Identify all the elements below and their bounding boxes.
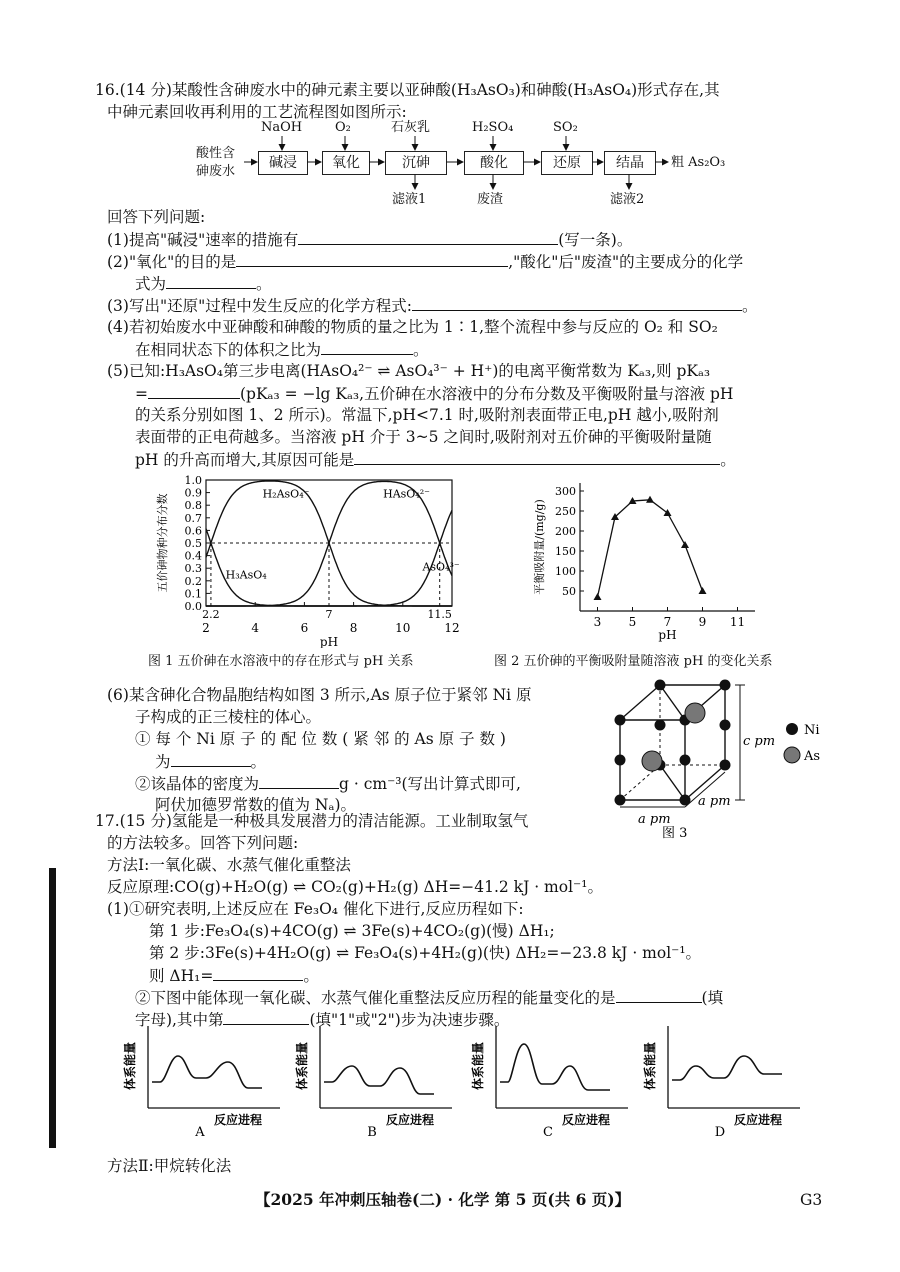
flow-source-line2: 砷废水 [196, 164, 236, 179]
figure1-distribution-chart [150, 468, 470, 648]
energy-curve [324, 1066, 434, 1094]
y-axis-label: 平衡吸附量/(mg/g) [533, 499, 546, 595]
y-tick-label: 100 [555, 565, 576, 578]
adsorption-curve [598, 500, 703, 597]
y-tick-label: 0.6 [184, 524, 202, 538]
answer-blank[interactable] [259, 773, 339, 789]
energy-y-label: 体系能量 [123, 1041, 137, 1091]
q16-part2-cont: 式为 。 [135, 275, 272, 293]
figure1-caption: 图 1 五价砷在水溶液中的存在形式与 pH 关系 [148, 654, 414, 669]
footer-page-info: 【2025 年冲刺压轴卷(二) · 化学 第 5 页(共 6 页)】 [255, 1190, 631, 1209]
y-tick-label: 0.8 [184, 499, 202, 513]
energy-y-label: 体系能量 [471, 1041, 485, 1091]
legend-as-label: As [804, 749, 821, 764]
fig3-c-label: c pm [743, 734, 776, 749]
y-tick-label: 0.4 [184, 549, 202, 563]
x-tick-label: 9 [698, 615, 707, 629]
as-atoms [642, 703, 705, 771]
energy-x-label: 反应进程 [561, 1113, 611, 1127]
q16-part2: (2)"氧化"的目的是 ,"酸化"后"废渣"的主要成分的化学 [107, 253, 744, 271]
figure2-caption: 图 2 五价砷的平衡吸附量随溶液 pH 的变化关系 [494, 654, 773, 669]
energy-curve [152, 1056, 262, 1088]
answer-blank[interactable] [213, 965, 303, 981]
output-filtrate2: 滤液2 [610, 192, 645, 207]
legend-as-dot [784, 747, 800, 763]
y-tick-label: 1.0 [184, 474, 202, 487]
q16-part6-line1: (6)某含砷化合物晶胞结构如图 3 所示,As 原子位于紧邻 Ni 原 [107, 686, 532, 704]
fig3-a-label: a pm [638, 812, 671, 827]
q17-part1-line2: ②下图中能体现一氧化碳、水蒸气催化重整法反应历程的能量变化的是 (填 [135, 989, 724, 1007]
energy-x-label: 反应进程 [733, 1113, 783, 1127]
q16-part6-line3: ① 每 个 Ni 原 子 的 配 位 数 ( 紧 邻 的 As 原 子 数 ) [135, 730, 506, 748]
energy-y-label: 体系能量 [295, 1041, 309, 1091]
data-point [594, 593, 602, 600]
legend-ni-dot [786, 723, 798, 735]
y-tick-label: 0.9 [184, 486, 202, 500]
figure2-adsorption-chart [525, 475, 765, 650]
flow-step-crystallize: 结晶 [604, 151, 656, 175]
pka-label: 7 [325, 608, 333, 621]
x-tick-label: 8 [349, 621, 358, 635]
figure3-crystal-cell [600, 675, 830, 840]
fig3-caption: 图 3 [662, 826, 688, 840]
pka-label: 11.5 [427, 608, 452, 621]
q16-part5-line2: = (pKₐ₃ = −lg Kₐ₃,五价砷在水溶液中的分布分数及平衡吸附量与溶液 pH [135, 385, 734, 403]
q16-part6-line2: 子构成的正三棱柱的体心。 [135, 708, 322, 726]
q17-principle: 反应原理:CO(g)+H₂O(g) ⇌ CO₂(g)+H₂(g) ΔH=−41.2 kJ · mol⁻¹。 [107, 878, 603, 896]
option-letter: D [714, 1125, 726, 1137]
x-tick-label: 12 [444, 621, 460, 635]
y-axis-label: 五价砷物种分布分数 [156, 493, 169, 593]
series-label: H₃AsO₄ [225, 568, 267, 582]
q17-dh1-line: 则 ΔH₁= 。 [149, 967, 319, 985]
q16-part1: (1)提高"碱浸"速率的措施有 (写一条)。 [107, 231, 633, 249]
x-tick-label: 10 [395, 621, 411, 635]
flow-product: 粗 As₂O₃ [671, 155, 726, 170]
q16-part4-cont: 在相同状态下的体积之比为 。 [135, 341, 429, 359]
series-label: H₂AsO₄⁻ [262, 487, 310, 501]
y-tick-label: 300 [555, 485, 576, 498]
flow-step-alkali-leach: 碱浸 [258, 151, 308, 175]
x-tick-label: 3 [593, 615, 602, 629]
series-label: HAsO₄²⁻ [383, 487, 430, 501]
energy-y-label: 体系能量 [643, 1041, 657, 1091]
energy-x-label: 反应进程 [385, 1113, 435, 1127]
x-tick-label: 7 [663, 615, 672, 629]
y-tick-label: 0.2 [184, 574, 202, 588]
data-point [664, 509, 672, 516]
energy-diagram-option [292, 1022, 462, 1137]
y-tick-label: 150 [555, 545, 576, 558]
flow-arrows [0, 0, 900, 230]
margin-bar [49, 868, 56, 1148]
y-tick-label: 0.0 [184, 600, 202, 613]
reagent-lime-milk: 石灰乳 [391, 120, 431, 135]
q17-method2: 方法Ⅱ:甲烷转化法 [107, 1157, 232, 1175]
reagent-naoh: NaOH [261, 120, 303, 135]
q17-step1: 第 1 步:Fe₃O₄(s)+4CO(g) ⇌ 3Fe(s)+4CO₂(g)(慢) ΔH₁; [149, 922, 555, 940]
q16-part5-line1: (5)已知:H₃AsO₄第三步电离(HAsO₄²⁻ ⇌ AsO₄³⁻ + H⁺)的电离平衡常数为 Kₐ₃,则 pKₐ₃ [107, 362, 711, 380]
y-tick-label: 250 [555, 505, 576, 518]
x-tick-label: 2 [202, 621, 210, 635]
q17-intro-line2: 的方法较多。回答下列问题: [107, 834, 299, 852]
q17-part1-line3: 字母),其中第 (填"1"或"2")步为决速步骤。 [135, 1011, 510, 1029]
y-tick-label: 0.3 [184, 562, 202, 576]
answer-blank[interactable] [171, 751, 251, 767]
flow-step-acidify: 酸化 [464, 151, 524, 175]
x-tick-label: 11 [729, 615, 746, 629]
q16-part5-line4: 表面带的正电荷越多。当溶液 pH 介于 3~5 之间时,吸附剂对五价砷的平衡吸附量随 [135, 428, 712, 446]
legend-ni-label: Ni [804, 723, 820, 738]
answer-blank[interactable] [148, 383, 240, 399]
answer-blank[interactable] [321, 339, 413, 355]
data-point [681, 541, 689, 548]
reagent-so2: SO₂ [553, 120, 578, 135]
q16-part6-line5: ②该晶体的密度为 g · cm⁻³(写出计算式即可, [135, 775, 521, 793]
flow-step-precipitate: 沉砷 [385, 151, 447, 175]
energy-diagram-option [468, 1022, 638, 1137]
x-tick-label: 6 [300, 621, 309, 635]
output-filtrate1: 滤液1 [392, 192, 427, 207]
y-tick-label: 0.1 [184, 587, 202, 601]
flow-step-oxidation: 氧化 [322, 151, 370, 175]
q16-intro-line2: 中砷元素回收再利用的工艺流程图如图所示: [107, 103, 407, 121]
x-axis-label: pH [319, 635, 339, 648]
energy-x-label: 反应进程 [213, 1113, 263, 1127]
q16-part4: (4)若初始废水中亚砷酸和砷酸的物质的量之比为 1∶1,整个流程中参与反应的 O₂ 和 SO₂ [107, 318, 718, 336]
answer-prompt: 回答下列问题: [107, 208, 206, 226]
x-tick-label: 4 [251, 621, 260, 635]
flow-source-line1: 酸性含 [196, 146, 236, 161]
fig3-a-label: a pm [698, 794, 731, 809]
answer-blank[interactable] [236, 251, 508, 267]
data-point [699, 587, 707, 594]
q17-intro-line1: 17.(15 分)氢能是一种极具发展潜力的清洁能源。工业制取氢气 [95, 812, 529, 830]
q16-part3: (3)写出"还原"过程中发生反应的化学方程式: 。 [107, 297, 758, 315]
option-letter: A [195, 1125, 205, 1137]
q16-part5-line3: 的关系分别如图 1、2 所示)。常温下,pH<7.1 时,吸附剂表面带正电,pH 越小,吸附剂 [135, 406, 719, 424]
x-tick-label: 5 [628, 615, 637, 629]
energy-diagram-option [640, 1022, 810, 1137]
footer-code: G3 [800, 1191, 823, 1209]
q17-part1-line1: (1)①研究表明,上述反应在 Fe₃O₄ 催化下进行,反应历程如下: [107, 900, 524, 918]
pka-label: 2.2 [202, 608, 220, 621]
data-point [646, 496, 654, 503]
flow-step-reduce: 还原 [541, 151, 593, 175]
y-tick-label: 200 [555, 525, 576, 538]
q16-part6-line4: 为 。 [155, 753, 267, 771]
option-letter: B [367, 1125, 377, 1137]
y-tick-label: 0.7 [184, 511, 202, 525]
y-tick-label: 0.5 [184, 537, 202, 550]
ni-atoms [615, 680, 731, 806]
energy-diagram-option [120, 1022, 290, 1137]
reagent-o2: O₂ [335, 120, 351, 135]
reagent-h2so4: H₂SO₄ [472, 120, 514, 135]
q16-intro-line1: 16.(14 分)某酸性含砷废水中的砷元素主要以亚砷酸(H₃AsO₃)和砷酸(H₃AsO₄)形式存在,其 [95, 81, 720, 99]
answer-blank[interactable] [298, 229, 558, 245]
output-waste-residue: 废渣 [477, 192, 504, 207]
answer-blank[interactable] [616, 987, 702, 1003]
answer-blank[interactable] [412, 295, 742, 311]
energy-curve [500, 1044, 610, 1090]
q16-part6-line6: 阿伏加德罗常数的值为 Nₐ)。 [155, 796, 357, 814]
series-label: AsO₄³⁻ [422, 560, 460, 574]
q17-method1: 方法Ⅰ:一氧化碳、水蒸气催化重整法 [107, 856, 351, 874]
answer-blank[interactable] [166, 273, 256, 289]
option-letter: C [543, 1125, 553, 1137]
y-tick-label: 50 [562, 585, 576, 598]
q17-step2: 第 2 步:3Fe(s)+4H₂O(g) ⇌ Fe₃O₄(s)+4H₂(g)(快) ΔH₂=−23.8 kJ · mol⁻¹。 [149, 944, 702, 962]
x-axis-label: pH [658, 628, 677, 642]
q16-part5-line5: pH 的升高而增大,其原因可能是 。 [135, 451, 736, 469]
answer-blank[interactable] [354, 449, 720, 465]
energy-curve [672, 1056, 782, 1080]
